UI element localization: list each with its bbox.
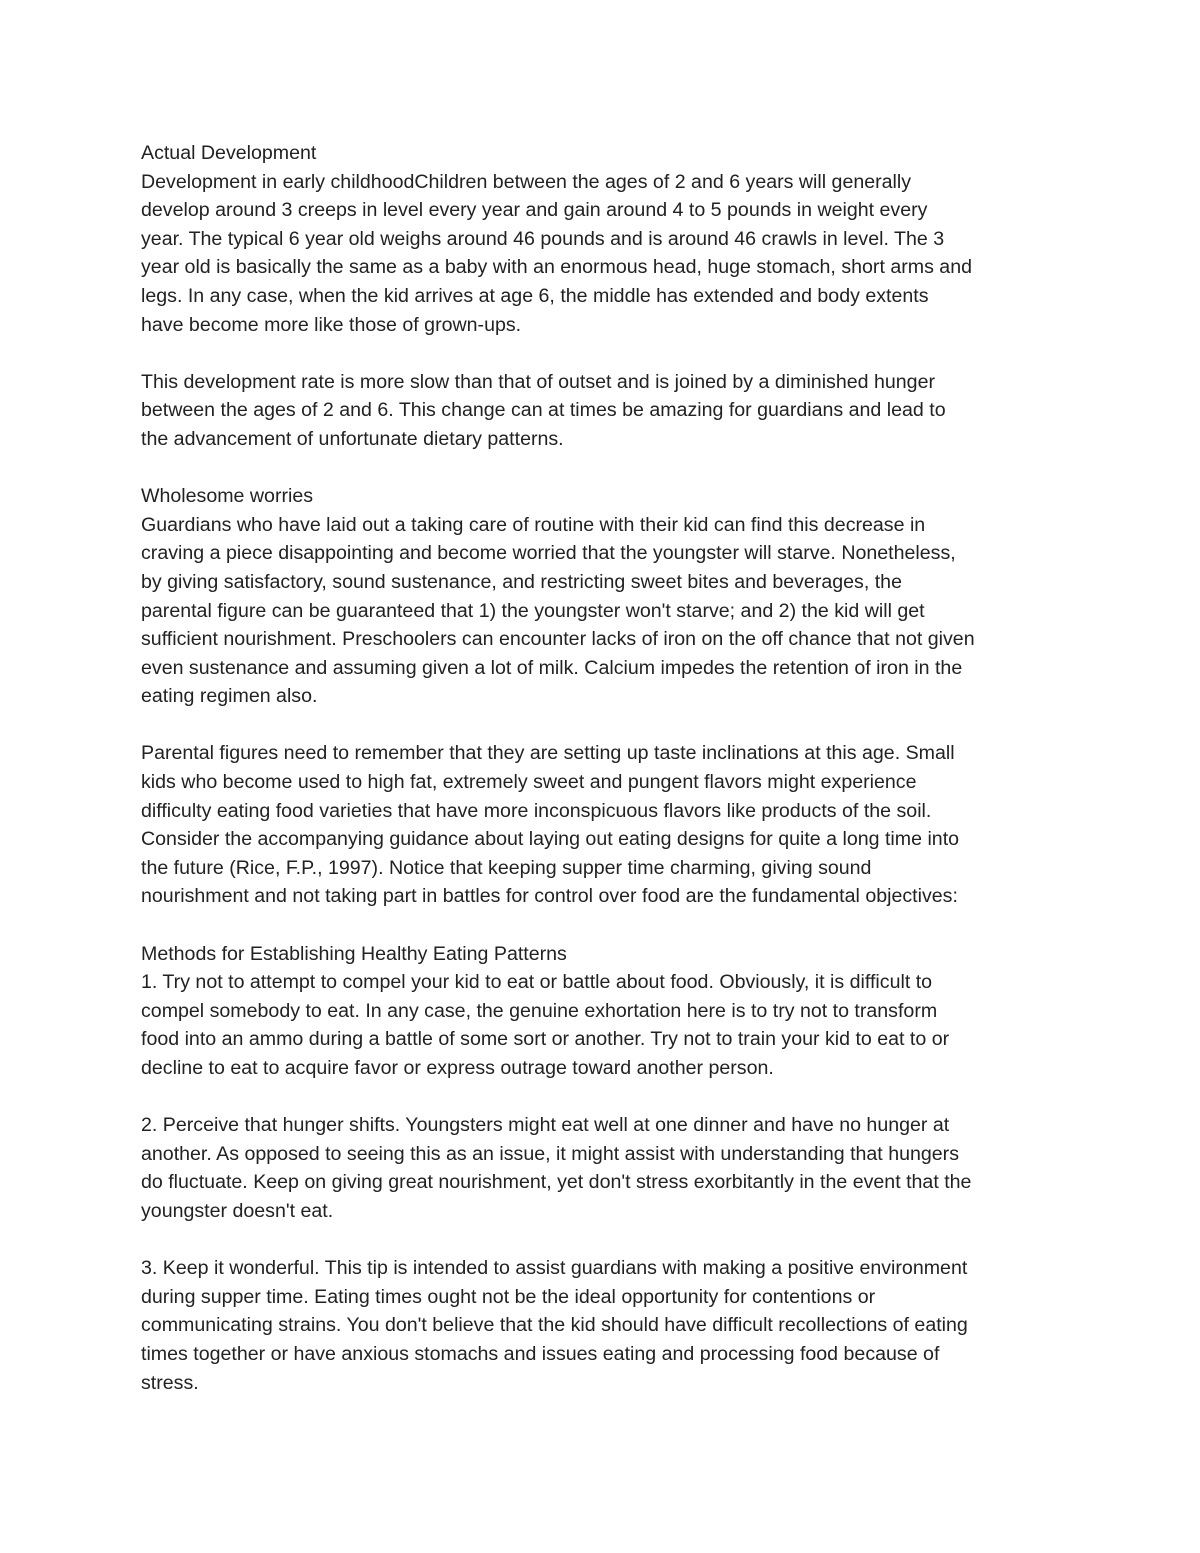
text-line: nourishment and not taking part in battles for control over food are the fundamental objectives: [141,885,958,908]
text-line: food into an ammo during a battle of some sort or another. Try not to train your kid to eat to or [141,1028,950,1051]
text-line: between the ages of 2 and 6. This change can at times be amazing for guardians and lead to [141,399,946,422]
text-line: decline to eat to acquire favor or express outrage toward another person. [141,1057,774,1079]
text-line: the advancement of unfortunate dietary patterns. [141,427,564,450]
document-body [141,139,1071,1426]
text-line: This development rate is more slow than that of outset and is joined by a diminished hunger [141,370,935,393]
text-line: the future (Rice, F.P., 1997). Notice that keeping supper time charming, giving sound [141,856,872,879]
text-line: Consider the accompanying guidance about laying out eating designs for quite a long time into [141,828,960,851]
text-line: another. As opposed to seeing this as an issue, it might assist with understanding that hungers [141,1142,960,1165]
text-line: legs. In any case, when the kid arrives at age 6, the middle has extended and body extents [141,284,929,307]
text-line: by giving satisfactory, sound sustenance, and restricting sweet bites and beverages, the [141,570,902,593]
text-line: craving a piece disappointing and become worried that the youngster will starve. Nonetheless, [141,542,956,565]
paragraph-development-rate [141,368,1071,454]
text-line: parental figure can be guaranteed that 1) the youngster won't starve; and 2) the kid will get [141,599,925,622]
text-line: Parental figures need to remember that they are setting up taste inclinations at this age. Small [141,742,955,765]
text-line: Wholesome worries [141,485,314,508]
text-line: 2. Perceive that hunger shifts. Youngsters might eat well at one dinner and have no hunger at [141,1114,950,1137]
text-line: do fluctuate. Keep on giving great nourishment, yet don't stress exorbitantly in the event that the [141,1171,972,1194]
text-line: stress. [141,1371,199,1394]
text-line: Methods for Establishing Healthy Eating Patterns [141,942,567,965]
paragraph-taste-inclinations [141,739,1071,911]
text-line: Development in early childhoodChildren between the ages of 2 and 6 years will generally [141,170,912,193]
text-line: compel somebody to eat. In any case, the genuine exhortation here is to try not to transform [141,999,938,1022]
paragraph-actual-development [141,139,1071,339]
text-line: during supper time. Eating times ought not be the ideal opportunity for contentions or [141,1285,876,1308]
text-line: even sustenance and assuming given a lot of milk. Calcium impedes the retention of iron in the [141,656,963,679]
text-line: times together or have anxious stomachs and issues eating and processing food because of [141,1342,940,1365]
text-line: year old is basically the same as a baby with an enormous head, huge stomach, short arms and [141,256,973,279]
paragraph-hunger-shifts [141,1111,1071,1225]
text-line: Guardians who have laid out a taking care of routine with their kid can find this decrease in [141,513,926,536]
text-line: sufficient nourishment. Preschoolers can encounter lacks of iron on the off chance that not given [141,628,975,651]
paragraph-wholesome-worries [141,482,1071,711]
text-line: kids who become used to high fat, extremely sweet and pungent flavors might experience [141,771,917,794]
text-line: year. The typical 6 year old weighs around 46 pounds and is around 46 crawls in level. The 3 [141,227,945,250]
text-line: 1. Try not to attempt to compel your kid to eat or battle about food. Obviously, it is difficult to [141,971,933,994]
text-line: youngster doesn't eat. [141,1199,334,1222]
text-line: develop around 3 creeps in level every year and gain around 4 to 5 pounds in weight every [141,199,928,222]
text-line: difficulty eating food varieties that have more inconspicuous flavors like products of the soil. [141,799,932,822]
text-line: have become more like those of grown-ups. [141,313,522,336]
paragraph-keep-wonderful [141,1254,1071,1397]
text-line: Actual Development [141,142,317,164]
text-line: eating regimen also. [141,685,318,708]
text-line: communicating strains. You don't believe that the kid should have difficult recollections of eating [141,1314,968,1337]
paragraph-methods [141,940,1071,1083]
text-line: 3. Keep it wonderful. This tip is intended to assist guardians with making a positive environment [141,1257,968,1280]
